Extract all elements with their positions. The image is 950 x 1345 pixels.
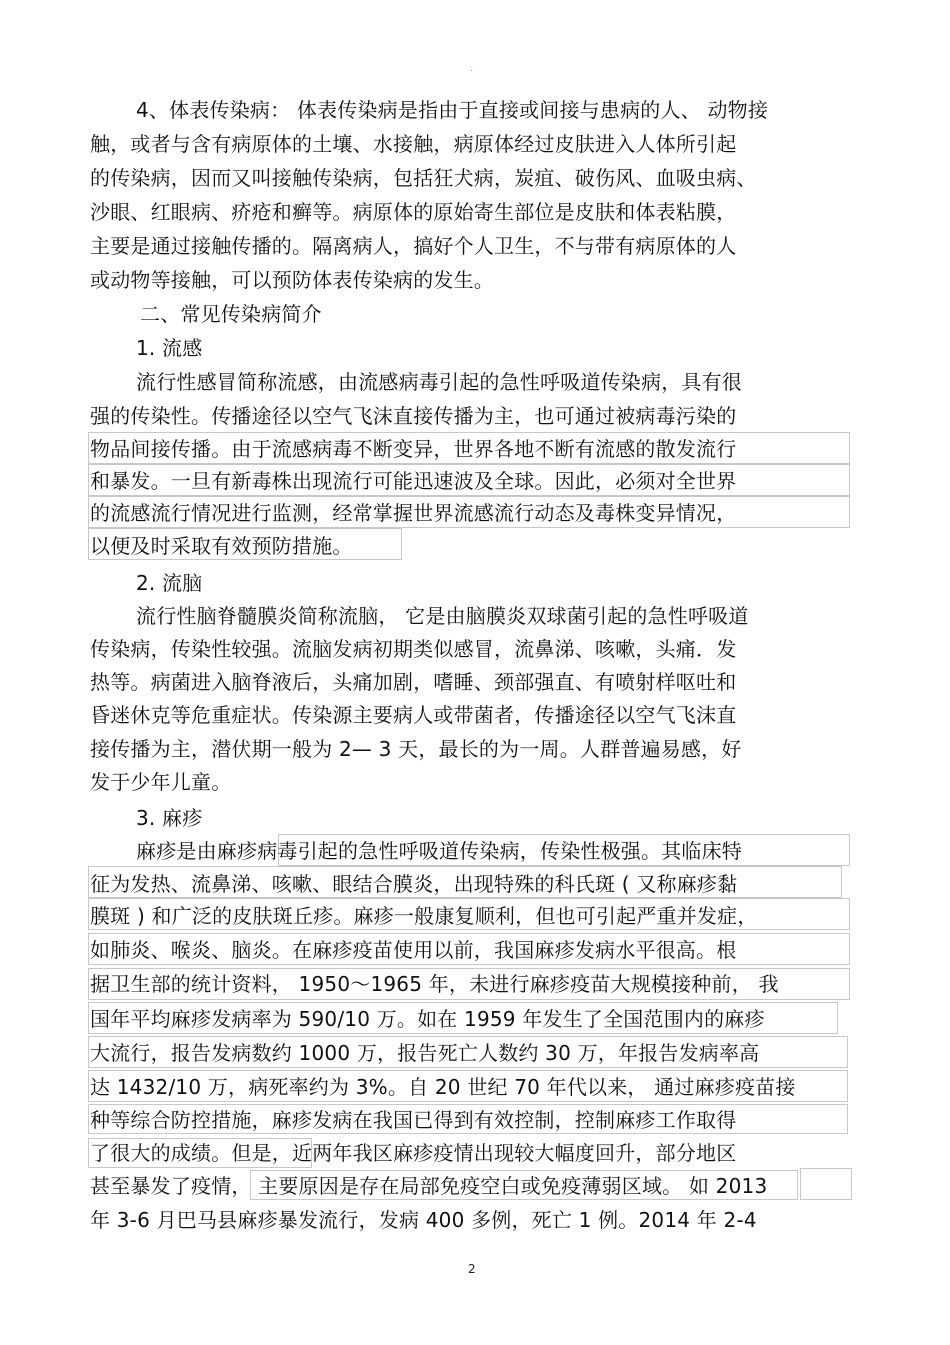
frame-measles-12 <box>800 1168 852 1200</box>
text-line: 物品间接传播。由于流感病毒不断变异，世界各地不断有流感的散发流行 <box>90 437 737 461</box>
text-line: 接传播为主，潜伏期一般为 2— 3 天，最长的为一周。人群普遍易感，好 <box>90 737 742 761</box>
text-line: 的传染病，因而又叫接触传染病，包括狂犬病，炭疽、破伤风、血吸虫病、 <box>90 166 757 190</box>
text-line: 触，或者与含有病原体的土壤、水接触，病原体经过皮肤进入人体所引起 <box>90 132 737 156</box>
text-line: 种等综合防控措施，麻疹发病在我国已得到有效控制，控制麻疹工作取得 <box>90 1108 737 1132</box>
subsection-heading: 3. 麻疹 <box>136 806 203 830</box>
subsection-heading: 2. 流脑 <box>136 571 203 595</box>
text-line: 膜斑 ) 和广泛的皮肤斑丘疹。麻疹一般康复顺利，但也可引起严重并发症， <box>90 904 758 928</box>
text-line: 据卫生部的统计资料， 1950～1965 年，未进行麻疹疫苗大规模接种前， 我 <box>90 972 779 996</box>
text-line: 麻疹是由麻疹病毒引起的急性呼吸道传染病，传染性极强。其临床特 <box>136 839 742 863</box>
text-line: 热等。病菌进入脑脊液后，头痛加剧，嗜睡、颈部强直、有喷射样呕吐和 <box>90 670 737 694</box>
text-line: 的流感流行情况进行监测，经常掌握世界流感流行动态及毒株变异情况， <box>90 501 737 525</box>
text-line: 达 1432/10 万，病死率约为 3%。自 20 世纪 70 年代以来， 通过麻疹疫苗接 <box>90 1075 796 1099</box>
text-line: 了很大的成绩。但是，近两年我区麻疹疫情出现较大幅度回升，部分地区 <box>90 1141 737 1165</box>
header-mark: · <box>470 66 474 77</box>
page-number: 2 <box>468 1262 476 1276</box>
text-line: 或动物等接触，可以预防体表传染病的发生。 <box>90 268 494 292</box>
text-line: 国年平均麻疹发病率为 590/10 万。如在 1959 年发生了全国范围内的麻疹 <box>90 1007 765 1031</box>
subsection-heading: 1. 流感 <box>136 336 203 360</box>
text-line: 传染病，传染性较强。流脑发病初期类似感冒，流鼻涕、咳嗽，头痛．发 <box>90 637 737 661</box>
text-line: 昏迷休克等危重症状。传染源主要病人或带菌者，传播途径以空气飞沫直 <box>90 703 737 727</box>
text-line: 年 3-6 月巴马县麻疹暴发流行，发病 400 多例，死亡 1 例。2014 年 2-4 <box>90 1208 757 1232</box>
text-line: 沙眼、红眼病、疥疮和癣等。病原体的原始寄生部位是皮肤和体表粘膜， <box>90 200 737 224</box>
section-heading: 二、常见传染病简介 <box>140 302 322 326</box>
text-line: 如肺炎、喉炎、脑炎。在麻疹疫苗使用以前，我国麻疹发病水平很高。根 <box>90 938 737 962</box>
text-line: 强的传染性。传播途径以空气飞沫直接传播为主，也可通过被病毒污染的 <box>90 404 737 428</box>
text-line: 4、体表传染病： 体表传染病是指由于直接或间接与患病的人、 动物接 <box>136 98 769 122</box>
text-line: 以便及时采取有效预防措施。 <box>90 534 353 558</box>
text-line: 征为发热、流鼻涕、咳嗽、眼结合膜炎，出现特殊的科氏斑 ( 又称麻疹黏 <box>90 872 738 896</box>
text-line: 主要是通过接触传播的。隔离病人，搞好个人卫生，不与带有病原体的人 <box>90 234 737 258</box>
text-line: 流行性感冒简称流感，由流感病毒引起的急性呼吸道传染病，具有很 <box>136 370 742 394</box>
text-line: 流行性脑脊髓膜炎简称流脑， 它是由脑膜炎双球菌引起的急性呼吸道 <box>136 604 749 628</box>
text-line: 甚至暴发了疫情， 主要原因是存在局部免疫空白或免疫薄弱区域。 如 2013 <box>90 1174 768 1198</box>
text-line: 发于少年儿童。 <box>90 770 232 794</box>
text-line: 大流行，报告发病数约 1000 万，报告死亡人数约 30 万，年报告发病率高 <box>90 1041 760 1065</box>
text-line: 和暴发。一旦有新毒株出现流行可能迅速波及全球。因此，必须对全世界 <box>90 469 737 493</box>
